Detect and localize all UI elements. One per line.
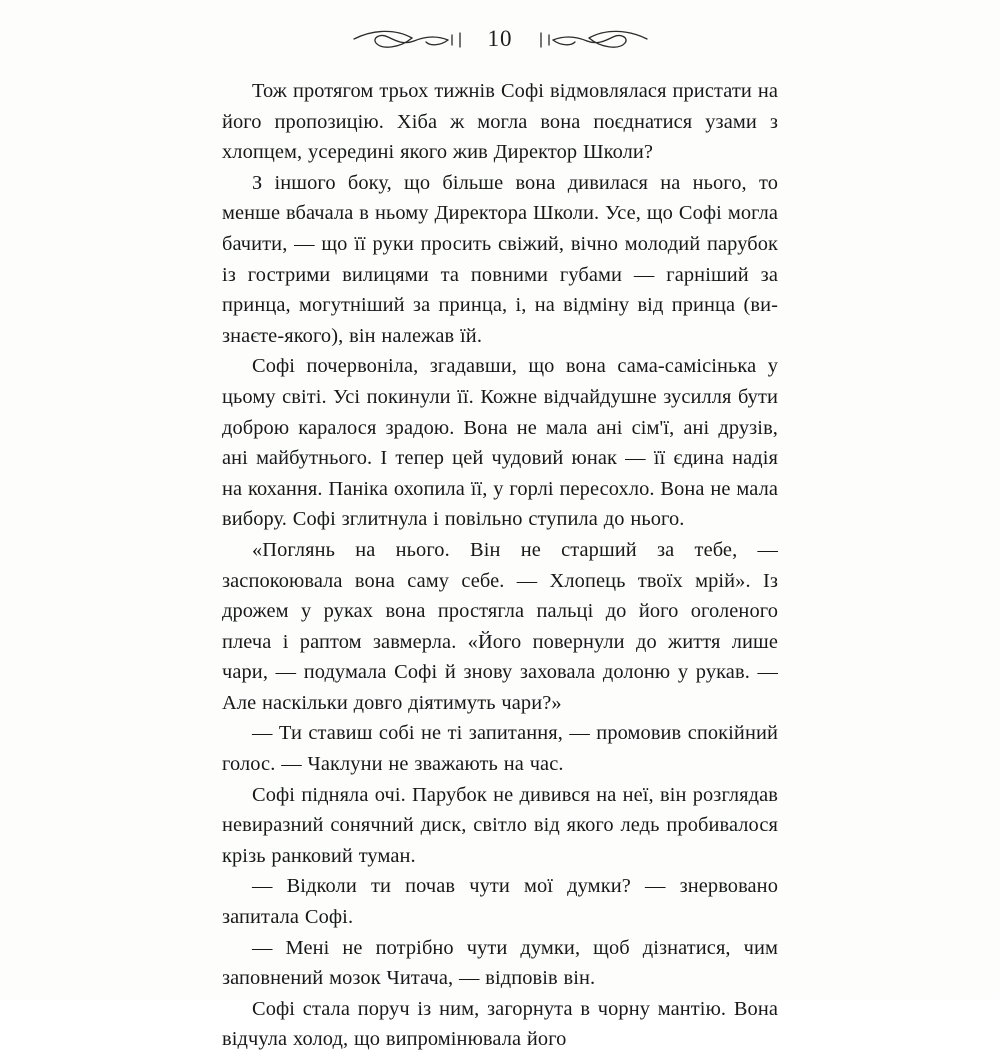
paragraph: Софі стала поруч із ним, загорнута в чорну мантію. Вона відчула холод, що випромінювала його [222, 997, 778, 1051]
paragraph: Софі підняла очі. Парубок не дивився на неї, він розглядав невиразний сонячний диск, світло від якого ледь пробивалося крізь ранковий туман. [222, 783, 778, 867]
paragraph: — Ти ставиш собі не ті запитання, — промовив спокійний голос. — Чаклуни не зважають на час. [222, 722, 778, 776]
flourish-ornament-icon [352, 26, 474, 52]
page-body [222, 76, 778, 1055]
paragraph: — Відколи ти почав чути мої думки? — знервовано запитала Софі. [222, 875, 778, 929]
page-number: 10 [487, 26, 513, 51]
paragraph: Софі почервоніла, згадавши, що вона сама-самісінька у цьому світі. Усі покинули її. Кожне відчайдушне зусилля бути доброю каралося зрадою. Вона не мала ані сім'ї, ані друзів, ані майбутнього. І тепер цей чудовий юнак — її єдина надія на кохання. Паніка охопила її, у горлі пересохло. Вона не мала вибору. Софі зглитнула і повільно ступила до нього. [222, 355, 778, 531]
page-header [0, 0, 1000, 60]
paragraph: — Мені не потрібно чути думки, щоб дізнатися, чим заповнений мозок Читача, — відповів він. [222, 936, 778, 990]
paragraph: Тож протягом трьох тижнів Софі відмовлялася пристати на його пропозицію. Хіба ж могла вона поєднатися узами з хлопцем, усередині якого жив Директор Школи? [222, 80, 778, 164]
paragraph: «Поглянь на нього. Він не старший за тебе, — заспокоювала вона саму себе. — Хлопець твоїх мрій». Із дрожем у руках вона простягла пальці до його оголеного плеча і раптом завмерла. «Його повернули до життя лише чари, — подумала Софі й знову заховала долоню у рукав. — Але наскільки довго діятимуть чари?» [222, 538, 778, 714]
flourish-ornament-icon [527, 26, 649, 52]
paragraph: З іншого боку, що більше вона дивилася на нього, то менше вбачала в ньому Директора Школи. Усе, що Софі могла бачити, — що її руки просить свіжий, вічно молодий парубок із гострими вилицями та повними губами — гарніший за принца, могутніший за принца, і, на відміну від принца (ви-знаєте-якого), він належав їй. [222, 171, 778, 347]
